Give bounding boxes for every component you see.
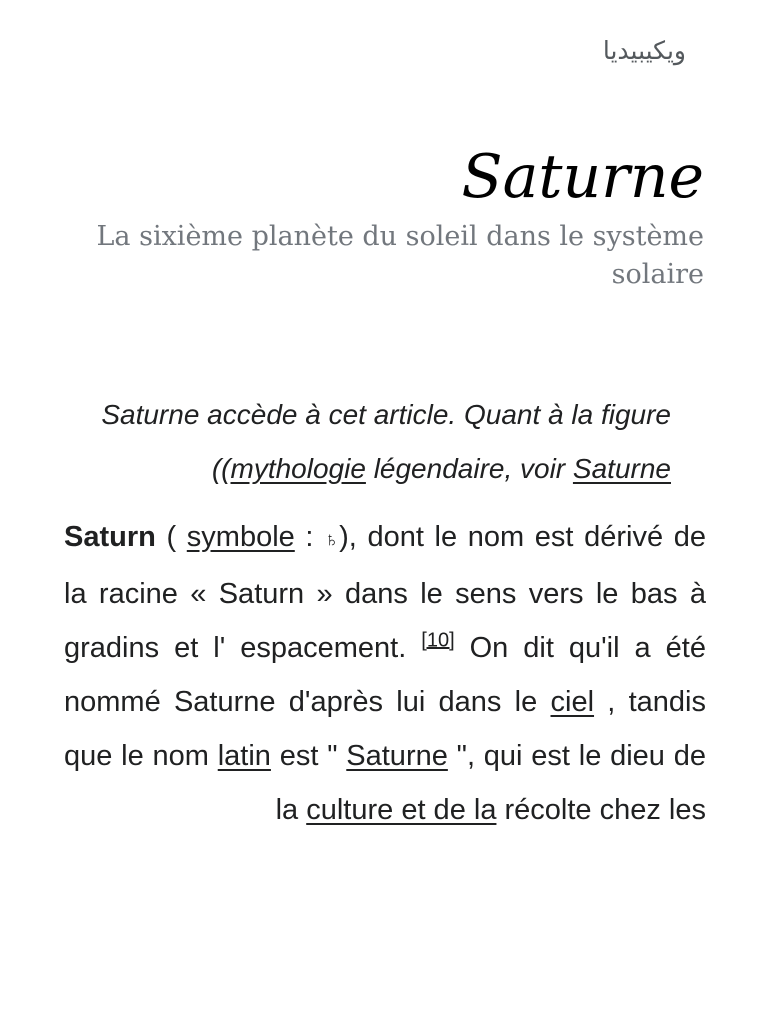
hatnote-link-saturne-mythology[interactable]: Saturne	[572, 453, 671, 484]
text-run: , tandis que le nom	[64, 686, 706, 772]
text-run: (	[155, 521, 187, 553]
article-bold-name: Saturn	[64, 521, 156, 553]
link-ciel[interactable]: ciel	[550, 686, 595, 718]
text-run: ), dont le nom est dérivé de la racine « Saturn » dans le sens vers le bas à gradins et l' espacement.	[64, 521, 706, 664]
hatnote-text: Saturne accède à cet article. Quant à la figure légendaire, voir	[101, 399, 671, 484]
reference-link[interactable]: [10]	[421, 629, 455, 652]
link-latin[interactable]: latin	[217, 740, 271, 772]
wikipedia-logo-link[interactable]: ويكيبيديا	[602, 36, 686, 65]
article-paragraph	[64, 510, 706, 837]
text-run: est "	[270, 740, 347, 772]
hatnote-link-mythologie[interactable]: mythologie	[230, 453, 366, 484]
link-saturne[interactable]: Saturne	[346, 740, 448, 772]
hatnote-paren: ((	[211, 453, 231, 484]
page-title: Saturne	[461, 142, 704, 212]
page-subtitle: La sixième planète du soleil dans le système solaire	[96, 221, 704, 290]
text-run: On dit qu'il a été nommé Saturne d'après lui dans le	[64, 632, 706, 718]
hatnote	[64, 388, 671, 496]
text-run: ", qui est le dieu de la	[275, 740, 706, 826]
link-symbole[interactable]: symbole	[186, 521, 295, 553]
text-run: récolte chez les	[496, 794, 706, 826]
saturn-symbol-icon: ♄	[324, 529, 340, 551]
link-culture[interactable]: culture et de la	[306, 794, 497, 826]
article-content	[64, 388, 706, 837]
text-run: :	[294, 521, 325, 553]
title-block	[84, 140, 704, 294]
